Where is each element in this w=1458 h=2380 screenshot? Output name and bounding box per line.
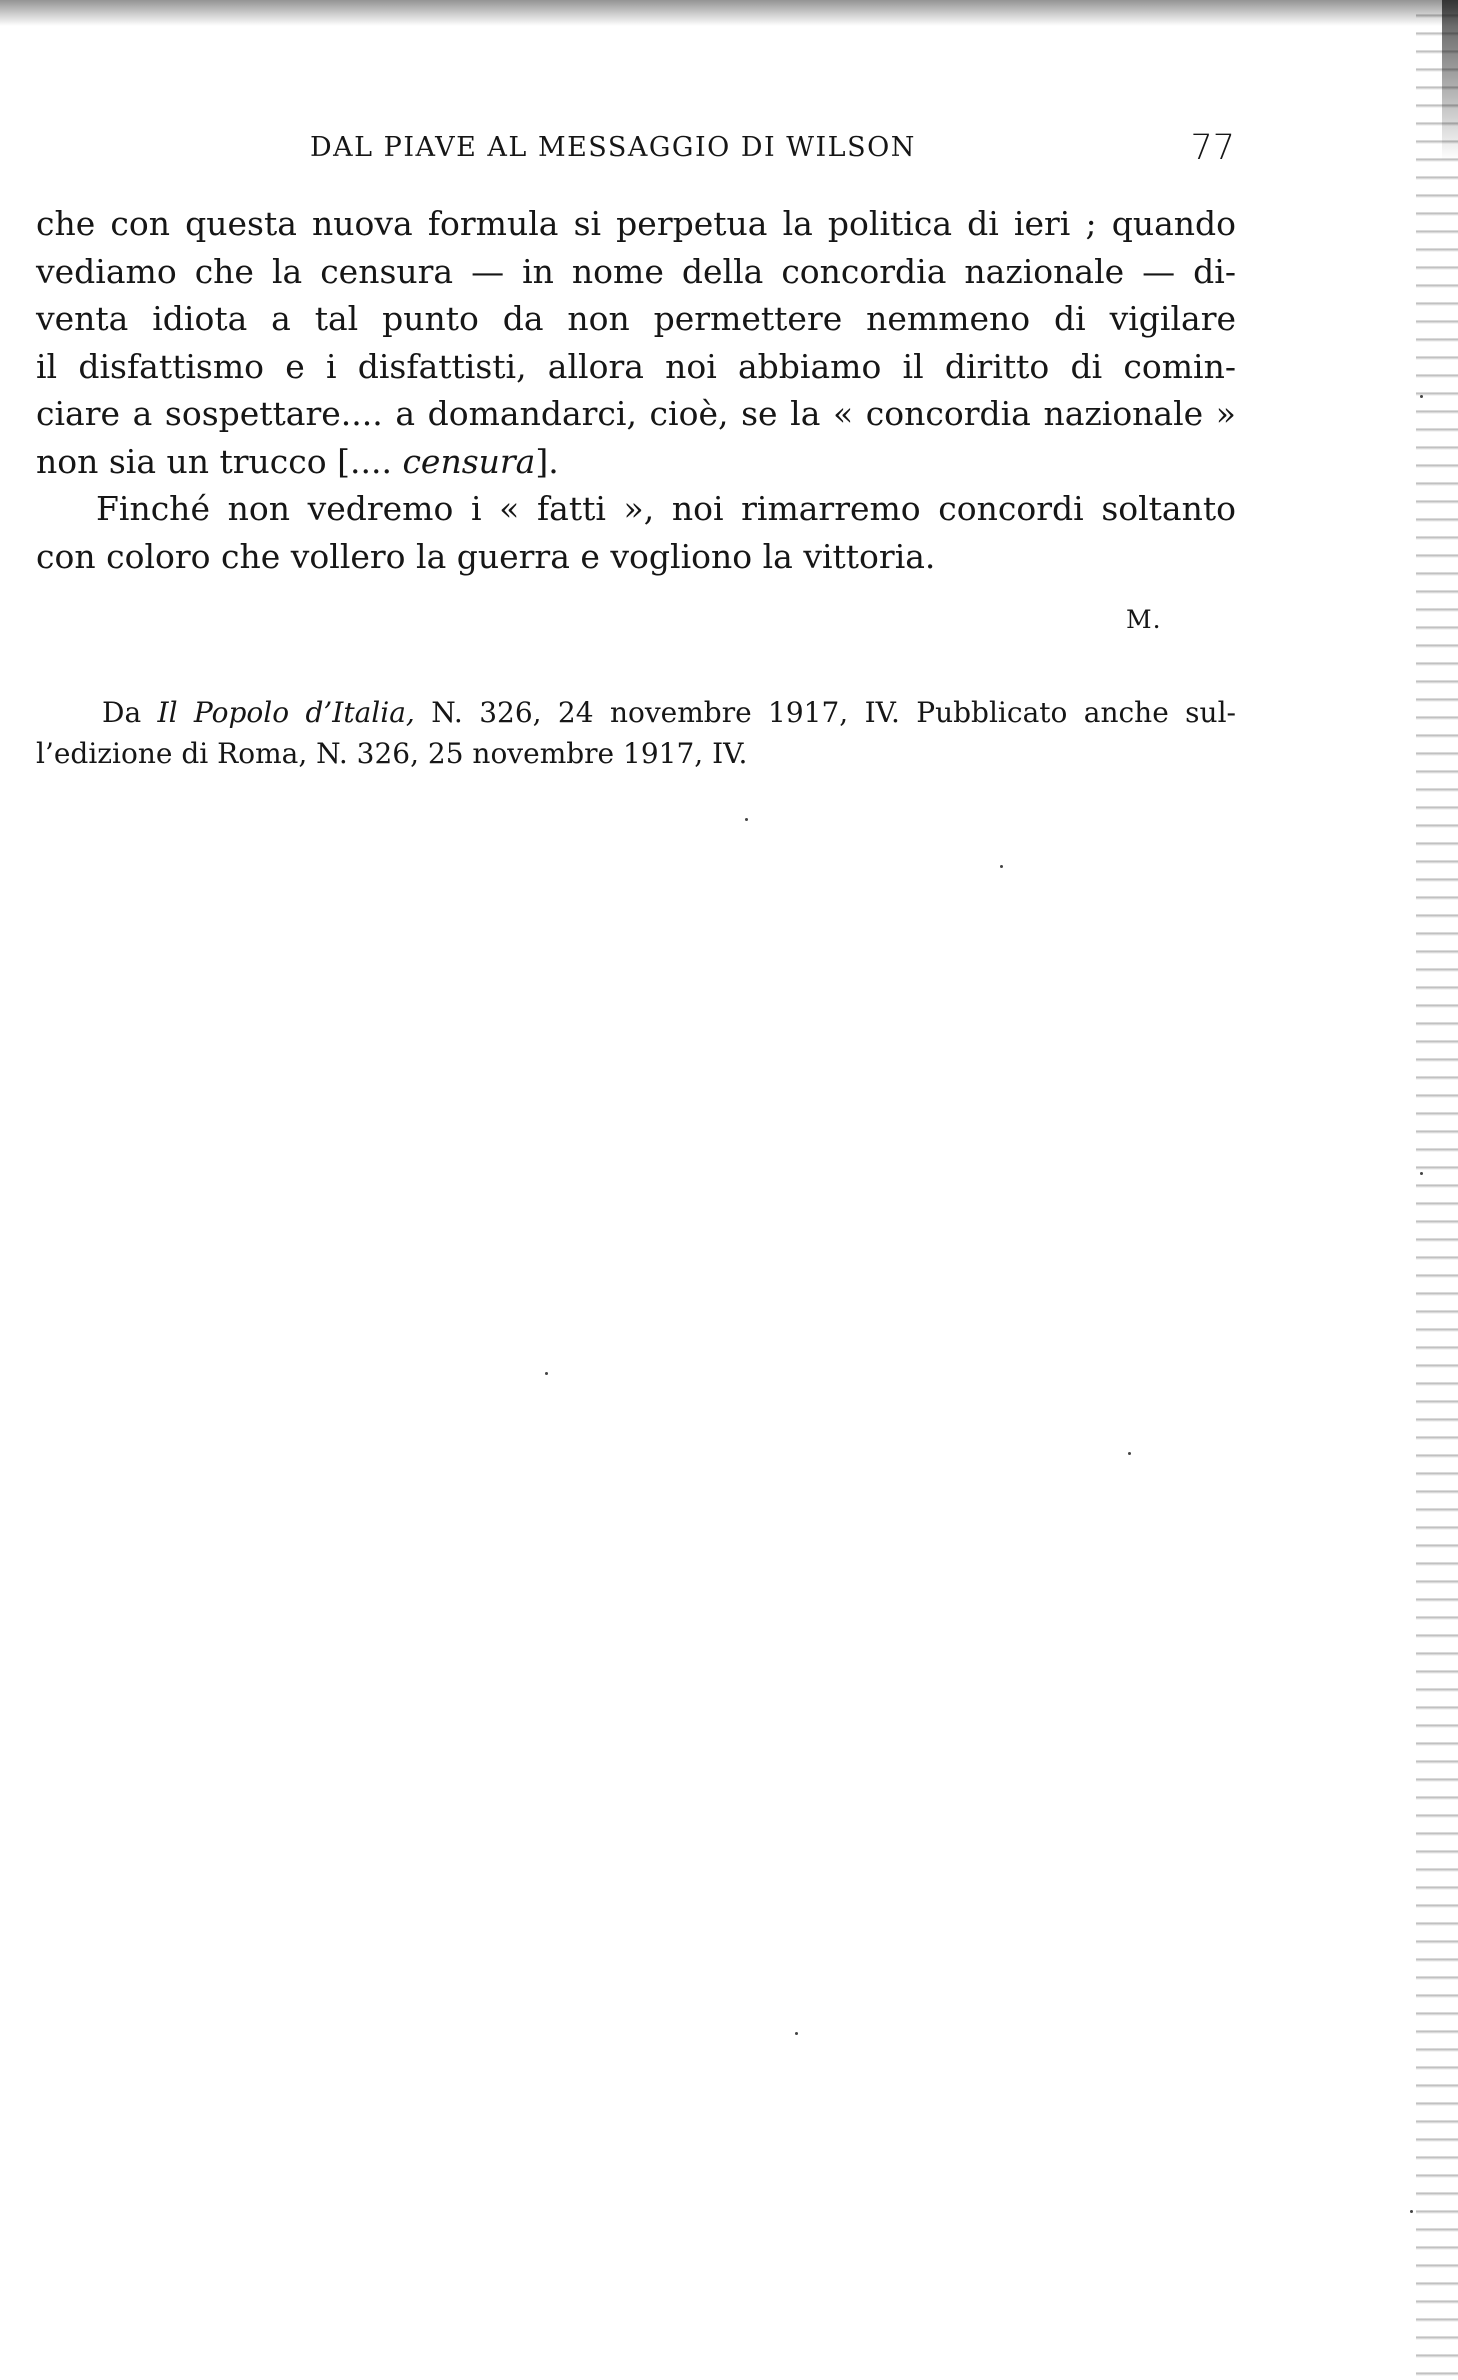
body-line-5: ciare a sospettare.... a domandarci, cioè, se la « concordia nazionale » [36, 394, 1236, 433]
scan-speck [1128, 1452, 1131, 1455]
body-line-1: che con questa nuova formula si perpetua la politica di ieri ; quando [36, 204, 1236, 243]
source-note-prefix: Da [102, 696, 158, 729]
scan-speck [1000, 865, 1003, 868]
scan-speck [1410, 2210, 1413, 2213]
body-paragraphs [36, 200, 1236, 580]
publication-title: Il Popolo d’Italia, [157, 696, 415, 729]
page-number: 77 [1190, 128, 1235, 168]
source-note [36, 692, 1236, 774]
scan-speck [1420, 1172, 1423, 1175]
author-signature: M. [1126, 605, 1162, 634]
body-line-6 [36, 438, 1236, 486]
scan-speck [795, 2032, 798, 2035]
body-line-4: il disfattismo e i disfattisti, allora noi abbiamo il diritto di comin- [36, 346, 1236, 386]
scan-speck [1420, 395, 1423, 398]
scan-shadow-right [1416, 0, 1458, 2380]
running-head [310, 128, 1235, 172]
censura-italic: censura [402, 441, 536, 481]
body-line-6-text: non sia un trucco [.... [36, 441, 403, 481]
source-note-line-2: l’edizione di Roma, N. 326, 25 novembre 1917, IV. [36, 737, 748, 770]
scan-shadow-top [0, 0, 1458, 26]
body-line-8: con coloro che vollero la guerra e vogliono la vittoria. [36, 536, 936, 576]
body-line-7: Finché non vedremo i « fatti », noi rimarremo concordi soltanto [96, 489, 1236, 528]
source-note-line-1 [36, 692, 1236, 733]
source-note-line-1-rest: N. 326, 24 novembre 1917, IV. Pubblicato anche sul- [414, 696, 1236, 729]
scan-edge-corner [1442, 0, 1458, 160]
running-head-title: DAL PIAVE AL MESSAGGIO DI WILSON [310, 132, 916, 163]
scan-speck [745, 818, 748, 821]
body-line-2: vediamo che la censura — in nome della concordia nazionale — di- [36, 251, 1236, 291]
body-line-3: venta idiota a tal punto da non permettere nemmeno di vigilare [36, 299, 1236, 338]
body-line-6-end: ]. [535, 441, 559, 481]
scan-speck [545, 1372, 548, 1375]
